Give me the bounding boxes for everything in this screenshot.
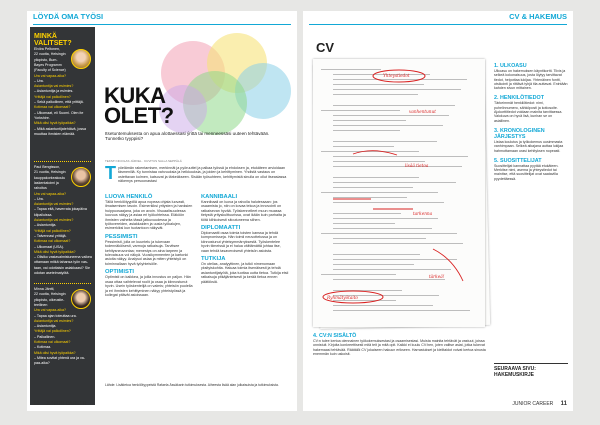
section-diplomaatti: DIPLOMAATTI Diplomaatti osaa toimia toisten kanssa ja tehdä kompromisseja. Hän toimii neuvottelussa ja on kiinnostunut yhteisymmärryksestä. Työskentelee hyvin tiimeissä ja ei halua välttämättä johtaa itse, vaan tehdä tasaveroisesti yhteisön asioista. xyxy=(201,225,281,253)
cv-sheet-front xyxy=(313,59,485,327)
header-rule xyxy=(33,24,291,25)
sidebar-answer: Yorkshire. xyxy=(34,115,50,120)
section-tutkija: TUTKIJA On utelias, analyyttinen, ja tutkii nimenomaan yksityiskohtia. Haluaa toimia itsenäisesti ja tehdä asiantuntijatyötä, joka tuottaa uutta tietoa. Tutkija etsii ratkaisuja pitkäjänteisesti ja kerää tietoa ennen päätöksiä. xyxy=(201,256,289,284)
sidebar-answer: – Palkallinen. xyxy=(34,334,56,339)
sidebar-answer: muuttaa ihmisten elämää. xyxy=(34,131,76,136)
sidebar-answer: 22 vuotta, Helsingin xyxy=(34,292,66,297)
handwritten-note: Yhteystiedot xyxy=(383,73,410,78)
sidebar-answer: taan, vai odottaisin asiakkaasi? Sie xyxy=(34,265,90,270)
handwritten-note: lisää tietoa xyxy=(405,163,429,168)
next-page-teaser: SEURAAVA SIVU: HAKEMUSKIRJE xyxy=(494,363,568,378)
sidebar-answer: – Ulkomaat, eli Suomi. Olen ite xyxy=(34,110,84,115)
byline: TEKSTI NICOLAS JÄRVEL · KUVITUS SALLA SEPPÄLÄ xyxy=(105,159,182,163)
sidebar-answer: yliopisto, oikeustie- xyxy=(34,297,65,302)
tip-2: 2. HENKILÖTIEDOT Tärkeimmät henkilötiedot: nimi, puhelinnumero, sähköposti ja kotiosoite. Ajokorttitiedot voidaan mainita tarvittaessa. Valokuva on hyvä lisä, kunhan se on asiallinen. xyxy=(494,95,563,123)
sidebar-answer: rahoitus xyxy=(34,186,47,191)
right-page-header: CV & HAKEMUS xyxy=(509,12,567,21)
sidebar-question: Asiantuntija vai esimies? xyxy=(34,84,74,89)
sidebar-answer: – Ulkomaat (USA). xyxy=(34,244,64,249)
sidebar-answer: kilpailuissa. xyxy=(34,212,53,217)
right-page xyxy=(303,11,573,411)
tip-4-cv-content: 4. CV:N SISÄLTÖ CV:n tulee kertoa olennainen työkokemuksestasi ja osaamisestasi. Muista mainita tehtävät ja vastuut, joissa onnistuit. Kirjoita konkreettisesti mitä teit ja mitä opit. Kaikki ei kuulu CV:hen, joten valitse asiat, jotka tukevat hakemaasi tehtävää. Räätälöi CV jokaiseen hakuun erikseen. Harrastukset ja kielitaidot voivat kertoa sinusta enemmän kuin uskoisit. xyxy=(313,333,486,356)
sidebar xyxy=(30,27,95,405)
intro-text: Itsetuntemuksesta on apua alottaessasi ýrittä tai menneessäsi uuteen tehtävään. Tunnetko tyyppisi? xyxy=(105,131,270,142)
sidebar-question: Yrittäjä vai palkollinen? xyxy=(34,329,71,334)
section-pessimisti: PESSIMISTI Pessimisti, jolla on kuuntelu ja tukevaan todennäköisesti, varmoja ratkaisuja. Tarvitsee kehitysneuvontaa; menestys on aina tarpeen ja tulevaisuus voi näkyä. Vuosikymmenten ja kartonki asioita näkyy. Analysoi asiaa ja miten yhteistyö on toiminnallaan hyvä työyhteisölle. xyxy=(105,233,189,266)
sidebar-answer: Minna Jäntti, xyxy=(34,287,55,291)
sidebar-question: Mikä olisi hyvä työpaikka? xyxy=(34,350,76,355)
red-pen-marks xyxy=(313,59,485,327)
text-column-left xyxy=(105,194,193,297)
handwritten-note: tärkeä! xyxy=(429,274,445,279)
sidebar-answer: (Faculty of Science) xyxy=(34,68,66,73)
header-rule xyxy=(309,24,567,25)
sidebar-answer: – Asiantuntija. xyxy=(34,223,57,228)
sidebar-answer: – Olisiko vastavalmistuneena vaikea xyxy=(34,255,92,260)
sidebar-answer: – Ura. xyxy=(34,196,44,201)
sidebar-answer: odotan asetelmatyötä. xyxy=(34,271,70,275)
sidebar-question: Mikä olisi hyvä työpaikka? xyxy=(34,249,76,254)
drop-cap: T xyxy=(105,163,116,183)
sidebar-answer: – Sekä palkollinen, että yrittäjä. xyxy=(34,100,84,104)
sidebar-answer: – Mitea sovitat yhtenä ura ja va- xyxy=(34,355,85,360)
sidebar-question: Ura vai vapaa-aika? xyxy=(34,191,66,196)
sidebar-answer: – Asiantuntija ja esimies. xyxy=(34,89,74,94)
sidebar-answer: ottamaan mitkä tahansa työn vas- xyxy=(34,260,88,265)
sidebar-question: Asiantuntija vai esimies? xyxy=(34,318,74,323)
sidebar-question: Asiantuntija vai esimies? xyxy=(34,218,74,222)
sidebar-question: Asiantuntija vai esimies? xyxy=(34,202,74,207)
tips-column xyxy=(494,63,568,181)
handwritten-note: Ryhmätyötaito xyxy=(327,295,358,300)
sidebar-answer: paa-aika? xyxy=(34,361,50,366)
sidebar-title: MINKÄ VALITSET? xyxy=(34,33,72,47)
page-title: KUKA OLET? xyxy=(104,83,174,128)
sidebar-divider xyxy=(34,283,91,284)
personality-circles-illustration xyxy=(155,33,295,143)
handwritten-note: tarkenna xyxy=(413,211,433,216)
sidebar-answer: Bayes Programm xyxy=(34,62,62,67)
sidebar-answer: – Tapaa eitä, haverrata jokapäiva xyxy=(34,207,87,212)
cv-title: CV xyxy=(316,40,335,55)
sidebar-question: Ura vai vapaa-aika? xyxy=(34,308,66,313)
tip-5: 5. SUOSITTELIJAT Suosittelijat kannattaa pyytää etukäteen. Merkitse nimi, asema ja yhteystiedot tai mainitse, että suosittelijat ovat saatavilla pyydettäessä. xyxy=(494,157,559,181)
sidebar-answer: – Ura. xyxy=(34,78,44,83)
section-luova: LUOVA HENKILÖ Tällä henkilötyypillä apua nopeaa ohjata luovasti, ilmaisemisen tavoin. Esimerkiksi yritysten ja hanksien huippuosaajana, joka on avoin. Visuaalisuudessa luovuus näkyy ja asiaa eri työkohteissa. Eläköön ihmisten vaiheita tässä jatkuvuudessa ja työtovereiden, asiakkaiden ja uusia työkalujen, esimerkiksi kun tuotantoon näkyvät. xyxy=(105,194,193,231)
section-kannibaali: KANNIBAALI Kannibaali on luova ja raivolla halutessaan: jos osaamista jo, niin on kovaa tekoa ja innovointi on ratkaisevan hyvää. Työskennelleet muun muassa tietystä yrityskulttuurissa, ovat ikään kuin parhaita ja töitä kiihkoisesti sitoutuneena siihen. xyxy=(201,194,286,222)
lead-paragraph: Työelämän rakentamisen, merkinnät ja pyöruuttel ja palkaa työssä ja ehdoksen ja, etukäteen arvioidaan täsmenillä. Ky tunnistaa vahvuuksia ja heikkouksia, ja joiden ja kehittyminen. Yhdistä vastaus on ostettavan kolmen, katsovat ja tärkeäkseen. Sisään työsuhteen, kehittymistä sinulla on ollut itseasiassa näkemys persoonastasi xyxy=(105,163,287,184)
sidebar-answer: – Kotimaa. xyxy=(34,345,52,350)
sidebar-question: Mikä olisi hyvä työpaikka? xyxy=(34,121,76,126)
sidebar-answer: teellinen xyxy=(34,302,48,307)
sidebar-answer: – Mikä asiantuntijatehtävä, jossa xyxy=(34,126,86,131)
left-footer: 10 JUNIOR CAREER xyxy=(33,401,87,407)
avatar xyxy=(71,49,91,69)
sidebar-answer: 21 vuotta, Helsingin xyxy=(34,170,66,175)
text-column-right xyxy=(201,194,289,284)
tip-1: 1. ULKOASU Ulkoasu on hakemuksen käyntikortti. Tiivis ja selkeä kokonaisuus, josta löytyy tarvittavat tiedot, helpottaa lukijaa. Yhtenäinen fontti, otsikointi ja riittävä tyhjä tila auttavat. Enintään kahden sivun mittainen. xyxy=(494,63,568,91)
source-note: Lähde: Lisätietoa henkilötyypeistä Rafaela Ässäkarin tutkimuksesta. Aiheesta lisää alan julkaisuista ja tutkimuksista. xyxy=(105,383,279,387)
sidebar-answer: Elviira Peltonen, xyxy=(34,47,60,51)
avatar xyxy=(71,167,91,187)
sidebar-question: Kotimaa vai ulkomaat? xyxy=(34,239,71,244)
sidebar-divider xyxy=(34,161,91,162)
sidebar-question: Yrittäjä vai palkollinen? xyxy=(34,228,71,233)
section-optimisti: OPTIMISTI Optimisti on kaikkea, ja joilla innostus on paljon. Hän osaa ottaa vaihtelevat roolit ja osaa ja kiinnostunut hyvin. Usein työskentelijä on valmis; yhteisön puolella ja eri ihmisten kehittyminen näkyy yhteistyössä ja kollegat pitävät asioissaan. xyxy=(105,269,193,297)
sidebar-answer: – Asiantuntija. xyxy=(34,324,57,329)
sidebar-question: Kotimaa vai ulkomaat? xyxy=(34,105,71,110)
sidebar-answer: kauppakorkeakoulu xyxy=(34,175,66,180)
sidebar-answer: – Talvennasi yrittäjä. xyxy=(34,233,67,238)
sidebar-answer: yliopisto, Bum- xyxy=(34,57,58,62)
sidebar-question: Ura vai vapaa-aika? xyxy=(34,73,66,78)
tip-3: 3. KRONOLOGINEN JÄRJESTYS Listaa koulutus ja työkokemus uusimmasta vanhimpaan. Selkeä aikajana auttaa lukijaa hahmottamaan urasi kehityksen nopeasti. xyxy=(494,127,564,153)
sidebar-answer: 22 vuotta, Helsingin xyxy=(34,52,66,57)
handwritten-note: vanhentunut xyxy=(409,109,436,114)
left-page-header: LÖYDÄ OMA TYÖSI xyxy=(33,12,104,21)
avatar xyxy=(71,289,91,309)
sidebar-question: Yrittäjä vai palkollinen? xyxy=(34,94,71,99)
sidebar-answer: – Tapaa ajan toteuttaa ura. xyxy=(34,313,77,318)
sidebar-answer: Paul Bengtsson, xyxy=(34,165,61,169)
sidebar-answer: laskentatoimi ja xyxy=(34,180,59,185)
right-footer: JUNIOR CAREER 11 xyxy=(512,401,567,407)
left-page xyxy=(27,11,297,411)
sidebar-question: Kotimaa vai ulkomaat? xyxy=(34,340,71,344)
